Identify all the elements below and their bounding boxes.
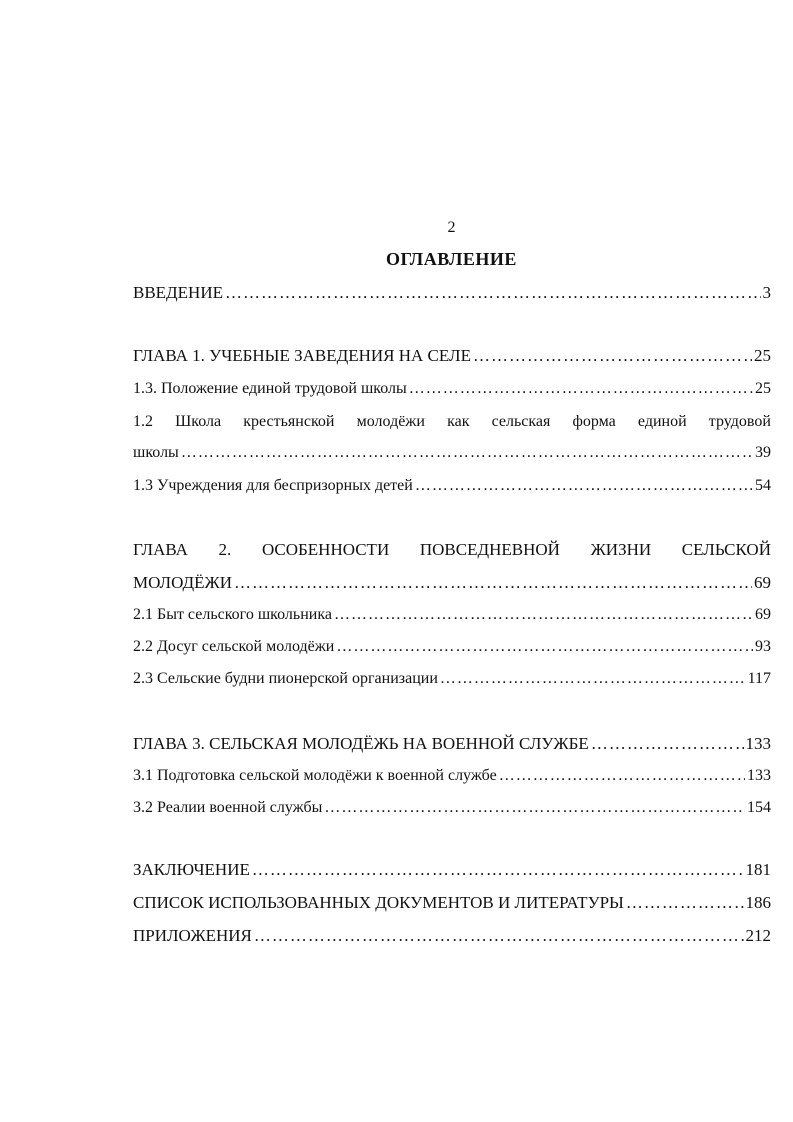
toc-entry-section-1-2[interactable] [133,442,771,464]
toc-entry-page: 3 [762,283,771,302]
page-number: 2 [447,219,456,236]
toc-entry-appendix[interactable] [133,925,771,947]
word: 1.2 [133,413,153,430]
toc-entry-section-2-3[interactable] [133,668,771,690]
toc-entry-section-1-3[interactable] [133,475,771,497]
word: крестьянской [243,413,335,430]
word: ГЛАВА [133,540,188,559]
toc-entry-page: 212 [745,926,771,945]
toc-entry-intro[interactable] [133,282,771,304]
toc-title: ОГЛАВЛЕНИЕ [386,249,517,269]
toc-entry-section-2-1[interactable] [133,604,771,626]
word: СЕЛЬСКОЙ [681,540,771,559]
word: Школа [175,413,222,430]
toc-entry-section-2-2[interactable] [133,636,771,658]
dot-leader [499,765,745,787]
dot-leader [334,604,753,626]
toc-entry-page: 117 [747,670,771,687]
toc-entry-section-1-2-line1[interactable] [133,411,771,433]
toc-entry-title: ВВЕДЕНИЕ [133,283,223,302]
dot-leader [324,797,745,819]
toc-entry-page: 133 [747,767,771,784]
toc-entry-page: 25 [755,380,771,397]
dot-leader [234,572,752,594]
word: сельская [491,413,551,430]
word: 2. [218,540,232,559]
toc-entry-title: 2.2 Досуг сельской молодёжи [133,638,335,655]
toc-entry-title: школы [133,444,179,461]
toc-entry-page: 25 [754,346,771,365]
toc-entry-sources[interactable] [133,892,771,914]
dot-leader [591,733,744,755]
toc-entry-page: 54 [755,477,771,494]
toc-entry-chapter-3[interactable] [133,733,771,755]
dot-leader [440,668,746,690]
dot-leader [336,636,753,658]
toc-entry-section-3-2[interactable] [133,797,771,819]
word: молодёжи [356,413,425,430]
dot-leader [252,859,744,881]
toc-entry-title: ПРИЛОЖЕНИЯ [133,926,252,945]
toc-entry-title: 3.2 Реалии военной службы [133,799,323,816]
toc-entry-page: 69 [755,606,771,623]
toc-entry-title: 2.3 Сельские будни пионерской организации [133,670,438,687]
toc-entry-chapter-2[interactable] [133,572,771,594]
dot-leader [409,378,753,400]
toc-entry-title: 1.3. Положение единой трудовой школы [133,380,407,397]
dot-leader [181,442,753,464]
toc-entry-section-3-1[interactable] [133,765,771,787]
word: как [447,413,470,430]
dot-leader [254,925,744,947]
toc-entry-conclusion[interactable] [133,859,771,881]
toc-entry-title: 1.3 Учреждения для беспризорных детей [133,477,413,494]
word: единой [637,413,687,430]
toc-entry-title: ГЛАВА 1. УЧЕБНЫЕ ЗАВЕДЕНИЯ НА СЕЛЕ [133,346,471,365]
toc-entry-page: 133 [745,734,771,753]
toc-entry-page: 39 [755,444,771,461]
dot-leader [473,345,752,367]
toc-entry-title: СПИСОК ИСПОЛЬЗОВАННЫХ ДОКУМЕНТОВ И ЛИТЕРАТУРЫ [133,893,624,912]
dot-leader [626,892,744,914]
toc-entry-page: 181 [745,860,771,879]
word: форма [572,413,616,430]
toc-entry-page: 154 [747,799,771,816]
toc-entry-title: ГЛАВА 3. СЕЛЬСКАЯ МОЛОДЁЖЬ НА ВОЕННОЙ СЛУЖБЕ [133,734,589,753]
word: трудовой [708,413,771,430]
toc-entry-chapter-1[interactable] [133,345,771,367]
dot-leader [225,282,761,304]
dot-leader [415,475,753,497]
toc-entry-page: 186 [745,893,771,912]
toc-entry-title: 3.1 Подготовка сельской молодёжи к военной службе [133,767,497,784]
toc-entry-chapter-2-line1[interactable] [133,539,771,561]
toc-entry-page: 93 [755,638,771,655]
toc-entry-page: 69 [754,573,771,592]
word: ОСОБЕННОСТИ [261,540,390,559]
word: ПОВСЕДНЕВНОЙ [419,540,560,559]
toc-entry-title: ЗАКЛЮЧЕНИЕ [133,860,250,879]
toc-entry-section-1-3a[interactable] [133,378,771,400]
word: ЖИЗНИ [590,540,652,559]
toc-entry-title: 2.1 Быт сельского школьника [133,606,332,623]
toc-entry-title: МОЛОДЁЖИ [133,573,232,592]
